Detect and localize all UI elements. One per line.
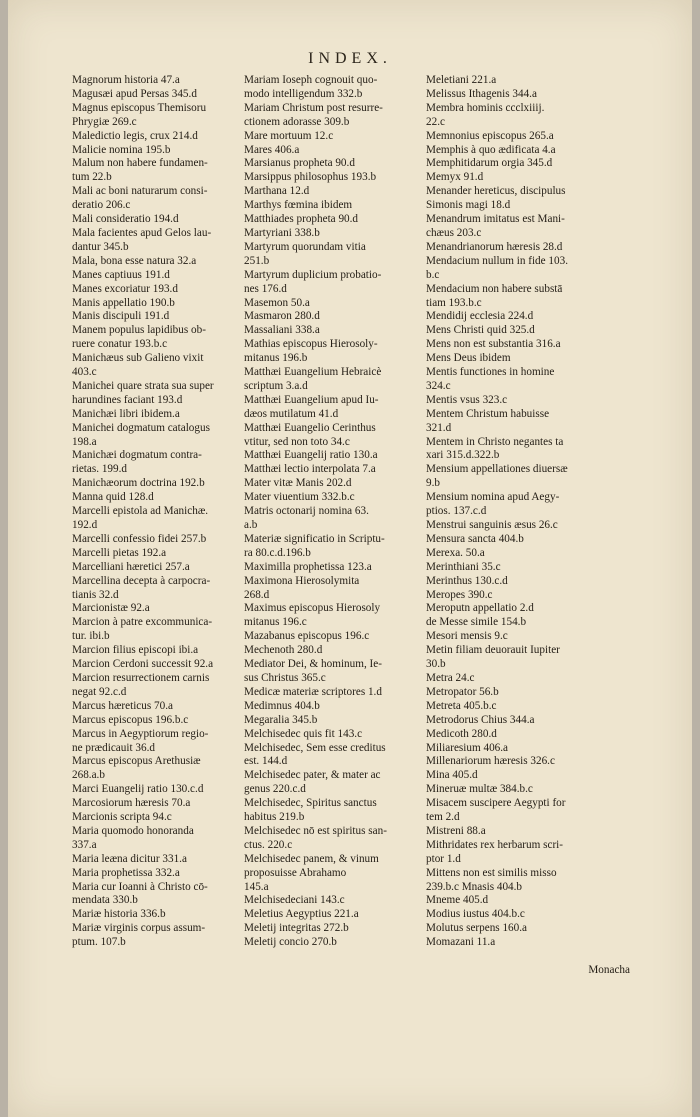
index-entry-line: ptor 1.d bbox=[426, 852, 461, 865]
index-entry-line: modo intelligendum 332.b bbox=[244, 87, 363, 100]
index-entry-line: Memnonius episcopus 265.a bbox=[426, 129, 554, 142]
index-entry-line: Phrygiæ 269.c bbox=[72, 115, 137, 128]
index-entry-line: Mali consideratio 194.d bbox=[72, 213, 179, 226]
index-entry-line: Mazabanus episcopus 196.c bbox=[244, 630, 370, 643]
index-entry-line: Maximilla prophetissa 123.a bbox=[244, 560, 372, 573]
index-entry-line: a.b bbox=[244, 519, 258, 531]
index-entry-line: Mensium nomina apud Aegy- bbox=[426, 491, 560, 504]
index-entry-line: 192.d bbox=[72, 519, 98, 531]
index-entry-line: 145.a bbox=[244, 880, 269, 893]
index-entry-line: Manes captiuus 191.d bbox=[72, 268, 170, 281]
index-entry-line: Mensium appellationes diuersæ bbox=[426, 463, 568, 476]
index-entry-line: Menstrui sanguinis æsus 26.c bbox=[426, 519, 558, 531]
index-entry-line: Mentem Christum habuisse bbox=[426, 407, 550, 420]
index-entry-line: Masemon 50.a bbox=[244, 296, 310, 309]
index-entry-line: Matthæi Euangelium Hebraicè bbox=[244, 366, 382, 379]
index-entry-line: est. 144.d bbox=[244, 755, 288, 768]
index-entry-line: xari 315.d.322.b bbox=[426, 449, 500, 462]
index-entry-line: Meletij integritas 272.b bbox=[244, 922, 349, 935]
index-entry-line: genus 220.c.d bbox=[244, 783, 306, 796]
index-page bbox=[8, 0, 692, 1117]
index-entry-line: Metra 24.c bbox=[426, 671, 475, 684]
index-entry-line: rietas. 199.d bbox=[72, 463, 127, 476]
index-entry-line: Metreta 405.b.c bbox=[426, 699, 497, 712]
index-entry-line: Millenariorum hæresis 326.c bbox=[426, 755, 555, 768]
index-entry-line: tum 22.b bbox=[72, 171, 112, 184]
index-entry-line: Manichei quare strata sua super bbox=[72, 379, 214, 392]
index-entry-line: ptios. 137.c.d bbox=[426, 505, 487, 518]
index-entry-line: Manichæi libri ibidem.a bbox=[72, 407, 180, 420]
index-entry-line: Marcionis scripta 94.c bbox=[72, 811, 172, 824]
index-entry-line: Mendacium nullum in fide 103. bbox=[426, 254, 568, 267]
index-entry-line: tur. ibi.b bbox=[72, 630, 110, 643]
index-entry-line: Mineruæ multæ 384.b.c bbox=[426, 783, 533, 796]
index-entry-line: Mneme 405.d bbox=[426, 894, 489, 907]
index-entry-line: Marsippus philosophus 193.b bbox=[244, 171, 377, 184]
index-entry-line: Mendacium non habere substā bbox=[426, 282, 563, 295]
index-entry-line: Marcelli epistola ad Manichæ. bbox=[72, 505, 209, 518]
index-entry-line: Mesori mensis 9.c bbox=[426, 630, 508, 643]
catchword: Monacha bbox=[588, 964, 630, 976]
index-entry-line: Matthæi Euangelium apud Iu- bbox=[244, 393, 379, 406]
index-entry-line: Manis appellatio 190.b bbox=[72, 296, 175, 309]
index-entry-line: chæus 203.c bbox=[426, 226, 482, 239]
index-entry-line: Massaliani 338.a bbox=[244, 324, 320, 337]
index-entry-line: Marcosiorum hæresis 70.a bbox=[72, 797, 191, 810]
index-entry-line: 268.a.b bbox=[72, 769, 105, 782]
index-entry-line: Magusæi apud Persas 345.d bbox=[72, 87, 197, 100]
index-entry-line: Meletius Aegyptius 221.a bbox=[244, 908, 359, 921]
index-entry-line: Maria quomodo honoranda bbox=[72, 824, 194, 837]
index-entry-line: Matthæi Euangelij ratio 130.a bbox=[244, 449, 378, 462]
index-entry-line: Momazani 11.a bbox=[426, 936, 496, 949]
index-entry-line: Maximus episcopus Hierosoly bbox=[244, 602, 381, 615]
index-entry-line: Manichei dogmatum catalogus bbox=[72, 421, 210, 434]
index-entry-line: Merinthus 130.c.d bbox=[426, 574, 508, 587]
index-entry-line: 30.b bbox=[426, 658, 446, 671]
index-entry-line: 9.b bbox=[426, 477, 440, 490]
index-entry-line: Melchisedec pater, & mater ac bbox=[244, 769, 381, 782]
index-entry-line: Maledictio legis, crux 214.d bbox=[72, 129, 198, 142]
index-entry-line: scriptum 3.a.d bbox=[244, 379, 308, 392]
index-column-3 bbox=[426, 74, 606, 950]
index-entry-line: Matris octonarij nomina 63. bbox=[244, 505, 369, 518]
index-entry-line: Mistreni 88.a bbox=[426, 824, 486, 837]
index-entry-line: Masmaron 280.d bbox=[244, 310, 320, 323]
index-entry-line: Marcus hæreticus 70.a bbox=[72, 699, 173, 712]
page-header: INDEX. bbox=[308, 50, 392, 67]
index-entry-line: Marthys fœmina ibidem bbox=[244, 199, 353, 212]
index-entry-line: nes 176.d bbox=[244, 282, 287, 295]
index-entry-line: Medimnus 404.b bbox=[244, 699, 320, 712]
index-entry-line: dæos mutilatum 41.d bbox=[244, 407, 339, 420]
index-entry-line: Marci Euangelij ratio 130.c.d bbox=[72, 783, 204, 796]
index-entry-line: Mariam Christum post resurre- bbox=[244, 101, 383, 114]
index-entry-line: Mentis functiones in homine bbox=[426, 366, 555, 379]
index-entry-line: mendata 330.b bbox=[72, 894, 138, 907]
index-entry-line: harundines faciant 193.d bbox=[72, 393, 183, 406]
index-entry-line: Mithridates rex herbarum scri- bbox=[426, 838, 563, 851]
index-entry-line: Molutus serpens 160.a bbox=[426, 922, 527, 935]
index-entry-line: Mala facientes apud Gelos lau- bbox=[72, 226, 212, 239]
index-entry-line: Mittens non est similis misso bbox=[426, 866, 557, 879]
index-entry-line: habitus 219.b bbox=[244, 811, 305, 824]
index-entry-line: Martyriani 338.b bbox=[244, 226, 320, 239]
index-entry-line: Mensura sancta 404.b bbox=[426, 532, 524, 545]
index-entry-line: Marcion à patre excommunica- bbox=[72, 616, 213, 629]
index-entry-line: dantur 345.b bbox=[72, 240, 129, 253]
index-entry-line: 251.b bbox=[244, 254, 270, 267]
index-entry-line: Materiæ significatio in Scriptu- bbox=[244, 532, 385, 545]
index-entry-line: 268.d bbox=[244, 588, 270, 601]
index-entry-line: Maximona Hierosolymita bbox=[244, 574, 360, 587]
index-entry-line: tiam 193.b.c bbox=[426, 296, 482, 309]
index-entry-line: Simonis magi 18.d bbox=[426, 199, 511, 212]
index-entry-line: ctus. 220.c bbox=[244, 838, 293, 851]
index-entry-line: Melchisedec quis fit 143.c bbox=[244, 727, 363, 740]
index-entry-line: 403.c bbox=[72, 366, 97, 379]
index-entry-line: Marcus episcopus Arethusiæ bbox=[72, 755, 201, 768]
index-entry-line: Marcionistæ 92.a bbox=[72, 602, 150, 615]
index-entry-line: Medicæ materiæ scriptores 1.d bbox=[244, 685, 382, 698]
index-entry-line: Marcelliani hæretici 257.a bbox=[72, 560, 190, 573]
index-entry-line: Mens non est substantia 316.a bbox=[426, 338, 561, 351]
index-entry-line: b.c bbox=[426, 268, 440, 281]
index-entry-line: Melchisedec, Spiritus sanctus bbox=[244, 797, 377, 810]
index-entry-line: Merexa. 50.a bbox=[426, 546, 485, 559]
index-entry-line: Marcellina decepta à carpocra- bbox=[72, 574, 211, 587]
index-column-2 bbox=[244, 74, 424, 950]
index-entry-line: Meropes 390.c bbox=[426, 588, 493, 601]
index-entry-line: Matthæi lectio interpolata 7.a bbox=[244, 463, 376, 476]
index-entry-line: Merinthiani 35.c bbox=[426, 560, 501, 573]
index-entry-line: Metrodorus Chius 344.a bbox=[426, 713, 535, 726]
index-entry-line: Mater viuentium 332.b.c bbox=[244, 491, 355, 504]
index-entry-line: 22.c bbox=[426, 115, 445, 128]
index-entry-line: proposuisse Abrahamo bbox=[244, 866, 347, 879]
index-entry-line: Marsianus propheta 90.d bbox=[244, 157, 355, 170]
index-entry-line: Mens Deus ibidem bbox=[426, 352, 511, 365]
index-entry-line: 239.b.c Mnasis 404.b bbox=[426, 880, 523, 893]
index-entry-line: ctionem adorasse 309.b bbox=[244, 115, 350, 128]
index-entry-line: Manes excoriatur 193.d bbox=[72, 282, 178, 295]
index-entry-line: vtitur, sed non toto 34.c bbox=[244, 435, 350, 448]
index-entry-line: 337.a bbox=[72, 838, 97, 851]
index-entry-line: Mariæ virginis corpus assum- bbox=[72, 922, 206, 935]
index-entry-line: Membra hominis ccclxiiij. bbox=[426, 101, 545, 114]
index-entry-line: 198.a bbox=[72, 435, 97, 448]
index-entry-line: Mechenoth 280.d bbox=[244, 644, 323, 657]
index-entry-line: Mathias episcopus Hierosoly- bbox=[244, 338, 378, 351]
index-entry-line: Mina 405.d bbox=[426, 769, 478, 782]
index-entry-line: Memphitidarum orgia 345.d bbox=[426, 157, 553, 170]
index-entry-line: de Messe simile 154.b bbox=[426, 616, 527, 629]
index-entry-line: Mare mortuum 12.c bbox=[244, 129, 334, 142]
index-entry-line: Matthæi Euangelio Cerinthus bbox=[244, 421, 376, 434]
index-entry-line: Meletij concio 270.b bbox=[244, 936, 337, 949]
index-entry-line: Misacem suscipere Aegypti for bbox=[426, 797, 566, 810]
index-entry-line: Maria leæna dicitur 331.a bbox=[72, 852, 187, 865]
index-entry-line: negat 92.c.d bbox=[72, 685, 127, 698]
index-entry-line: Marcus episcopus 196.b.c bbox=[72, 713, 189, 726]
index-entry-line: Metin filiam deuorauit Iupiter bbox=[426, 644, 560, 657]
index-entry-line: Malicie nomina 195.b bbox=[72, 143, 171, 156]
index-entry-line: Manem populus lapidibus ob- bbox=[72, 324, 206, 337]
index-entry-line: Menander hereticus, discipulus bbox=[426, 185, 566, 198]
index-entry-line: Manis discipuli 191.d bbox=[72, 310, 170, 323]
index-entry-line: Mali ac boni naturarum consi- bbox=[72, 185, 208, 198]
index-entry-line: Magnorum historia 47.a bbox=[72, 74, 180, 86]
index-entry-line: Memphis à quo ædificata 4.a bbox=[426, 143, 556, 156]
index-entry-line: Maria prophetissa 332.a bbox=[72, 866, 180, 879]
index-column-1 bbox=[72, 74, 242, 950]
index-entry-line: Mentis vsus 323.c bbox=[426, 393, 508, 406]
index-entry-line: Mendidij ecclesia 224.d bbox=[426, 310, 534, 323]
index-entry-line: Marcelli confessio fidei 257.b bbox=[72, 532, 207, 545]
index-entry-line: Melchisedec, Sem esse creditus bbox=[244, 741, 386, 754]
index-entry-line: Marcelli pietas 192.a bbox=[72, 546, 167, 559]
index-entry-line: tem 2.d bbox=[426, 811, 460, 824]
index-entry-line: Memyx 91.d bbox=[426, 171, 484, 184]
index-entry-line: Marcion Cerdoni successit 92.a bbox=[72, 658, 214, 671]
index-entry-line: Menandrianorum hæresis 28.d bbox=[426, 240, 563, 253]
index-entry-line: deratio 206.c bbox=[72, 199, 131, 212]
index-entry-line: Maria cur Ioanni à Christo cō- bbox=[72, 880, 208, 893]
index-entry-line: Mares 406.a bbox=[244, 143, 300, 156]
index-entry-line: Melchisedec panem, & vinum bbox=[244, 852, 379, 865]
index-entry-line: ne prædicauit 36.d bbox=[72, 741, 155, 754]
index-entry-line: Meletiani 221.a bbox=[426, 74, 497, 86]
index-entry-line: Mater vitæ Manis 202.d bbox=[244, 477, 352, 490]
index-entry-line: Mariæ historia 336.b bbox=[72, 908, 166, 921]
index-entry-line: Mediator Dei, & hominum, Ie- bbox=[244, 658, 382, 671]
index-entry-line: Magnus episcopus Themisoru bbox=[72, 101, 207, 114]
index-entry-line: sus Christus 365.c bbox=[244, 671, 326, 684]
index-entry-line: Malum non habere fundamen- bbox=[72, 157, 208, 170]
index-entry-line: Marthana 12.d bbox=[244, 185, 310, 198]
index-entry-line: Metropator 56.b bbox=[426, 685, 499, 698]
index-columns bbox=[64, 74, 624, 1074]
index-entry-line: Mens Christi quid 325.d bbox=[426, 324, 535, 337]
index-entry-line: mitanus 196.b bbox=[244, 352, 308, 365]
index-entry-line: Manichæus sub Galieno vixit bbox=[72, 352, 204, 365]
index-entry-line: ra 80.c.d.196.b bbox=[244, 546, 311, 559]
index-entry-line: Manichæorum doctrina 192.b bbox=[72, 477, 205, 490]
index-entry-line: Megaralia 345.b bbox=[244, 713, 318, 726]
index-entry-line: Martyrum duplicium probatio- bbox=[244, 268, 382, 281]
index-entry-line: ptum. 107.b bbox=[72, 936, 126, 949]
index-entry-line: Mentem in Christo negantes ta bbox=[426, 435, 564, 448]
index-entry-line: Marcus in Aegyptiorum regio- bbox=[72, 727, 209, 740]
index-entry-line: Martyrum quorundam vitia bbox=[244, 240, 366, 253]
index-entry-line: Melchisedec nō est spiritus san- bbox=[244, 824, 387, 837]
index-entry-line: ruere conatur 193.b.c bbox=[72, 338, 168, 351]
index-entry-line: Miliaresium 406.a bbox=[426, 741, 509, 754]
index-entry-line: Meroputn appellatio 2.d bbox=[426, 602, 534, 615]
index-entry-line: Mala, bona esse natura 32.a bbox=[72, 254, 197, 267]
index-entry-line: Matthiades propheta 90.d bbox=[244, 213, 359, 226]
index-entry-line: Melchisedeciani 143.c bbox=[244, 894, 345, 907]
index-entry-line: 321.d bbox=[426, 421, 452, 434]
index-entry-line: Manichæi dogmatum contra- bbox=[72, 449, 202, 462]
index-entry-line: Menandrum imitatus est Mani- bbox=[426, 213, 565, 226]
index-entry-line: Melissus Ithagenis 344.a bbox=[426, 87, 537, 100]
index-entry-line: Modius iustus 404.b.c bbox=[426, 908, 525, 921]
index-entry-line: Mariam Ioseph cognouit quo- bbox=[244, 74, 378, 86]
index-entry-line: tianis 32.d bbox=[72, 588, 119, 601]
index-entry-line: mitanus 196.c bbox=[244, 616, 307, 629]
index-entry-line: Marcion resurrectionem carnis bbox=[72, 671, 210, 684]
index-entry-line: 324.c bbox=[426, 379, 451, 392]
index-entry-line: Manna quid 128.d bbox=[72, 491, 154, 504]
index-entry-line: Medicoth 280.d bbox=[426, 727, 497, 740]
index-entry-line: Marcion filius episcopi ibi.a bbox=[72, 644, 199, 657]
